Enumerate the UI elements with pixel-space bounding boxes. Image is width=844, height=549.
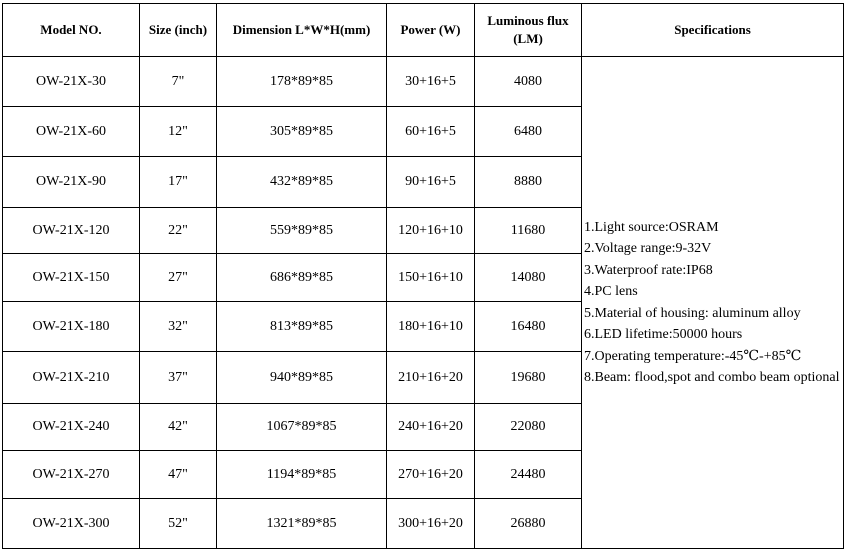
specification-item: 4.PC lens — [584, 284, 638, 299]
model-cell: OW-21X-60 — [3, 107, 140, 157]
flux-cell: 8880 — [475, 157, 582, 208]
dimension-cell: 1194*89*85 — [217, 451, 387, 499]
header-model: Model NO. — [3, 4, 140, 57]
header-dimension: Dimension L*W*H(mm) — [217, 4, 387, 57]
size-cell: 12" — [140, 107, 217, 157]
dimension-cell: 305*89*85 — [217, 107, 387, 157]
specification-item: 5.Material of housing: aluminum alloy — [584, 305, 801, 321]
dimension-cell: 178*89*85 — [217, 57, 387, 107]
model-cell: OW-21X-240 — [3, 404, 140, 451]
power-cell: 240+16+20 — [387, 404, 475, 451]
specification-item: 1.Light source:OSRAM — [584, 219, 719, 235]
flux-cell: 14080 — [475, 254, 582, 302]
model-cell: OW-21X-270 — [3, 451, 140, 499]
specification-item: 6.LED lifetime:50000 hours — [584, 327, 743, 342]
header-row — [3, 4, 844, 57]
flux-cell: 19680 — [475, 352, 582, 404]
header-flux: Luminous flux (LM) — [475, 4, 582, 57]
model-cell: OW-21X-180 — [3, 302, 140, 352]
power-cell: 210+16+20 — [387, 352, 475, 404]
size-cell: 7" — [140, 57, 217, 107]
dimension-cell: 432*89*85 — [217, 157, 387, 208]
dimension-cell: 1067*89*85 — [217, 404, 387, 451]
flux-cell: 24480 — [475, 451, 582, 499]
power-cell: 120+16+10 — [387, 208, 475, 254]
header-specs: Specifications — [582, 4, 844, 57]
specifications-cell — [582, 57, 844, 549]
flux-cell: 16480 — [475, 302, 582, 352]
power-cell: 150+16+10 — [387, 254, 475, 302]
size-cell: 27" — [140, 254, 217, 302]
size-cell: 47" — [140, 451, 217, 499]
model-cell: OW-21X-210 — [3, 352, 140, 404]
header-power: Power (W) — [387, 4, 475, 57]
size-cell: 17" — [140, 157, 217, 208]
model-cell: OW-21X-300 — [3, 499, 140, 549]
power-cell: 270+16+20 — [387, 451, 475, 499]
model-cell: OW-21X-150 — [3, 254, 140, 302]
flux-cell: 11680 — [475, 208, 582, 254]
specification-table — [2, 3, 844, 549]
size-cell: 52" — [140, 499, 217, 549]
power-cell: 300+16+20 — [387, 499, 475, 549]
dimension-cell: 940*89*85 — [217, 352, 387, 404]
flux-cell: 22080 — [475, 404, 582, 451]
flux-cell: 26880 — [475, 499, 582, 549]
flux-cell: 4080 — [475, 57, 582, 107]
specification-item: 7.Operating temperature:-45℃-+85℃ — [584, 348, 802, 364]
model-cell: OW-21X-90 — [3, 157, 140, 208]
header-size: Size (inch) — [140, 4, 217, 57]
model-cell: OW-21X-30 — [3, 57, 140, 107]
specification-item: 8.Beam: flood,spot and combo beam optional — [584, 370, 840, 385]
power-cell: 30+16+5 — [387, 57, 475, 107]
size-cell: 37" — [140, 352, 217, 404]
model-cell: OW-21X-120 — [3, 208, 140, 254]
power-cell: 60+16+5 — [387, 107, 475, 157]
dimension-cell: 686*89*85 — [217, 254, 387, 302]
power-cell: 180+16+10 — [387, 302, 475, 352]
dimension-cell: 1321*89*85 — [217, 499, 387, 549]
table-row — [3, 57, 844, 107]
dimension-cell: 813*89*85 — [217, 302, 387, 352]
size-cell: 42" — [140, 404, 217, 451]
specification-item: 3.Waterproof rate:IP68 — [584, 262, 713, 278]
size-cell: 22" — [140, 208, 217, 254]
size-cell: 32" — [140, 302, 217, 352]
flux-cell: 6480 — [475, 107, 582, 157]
power-cell: 90+16+5 — [387, 157, 475, 208]
dimension-cell: 559*89*85 — [217, 208, 387, 254]
specification-item: 2.Voltage range:9-32V — [584, 241, 712, 256]
